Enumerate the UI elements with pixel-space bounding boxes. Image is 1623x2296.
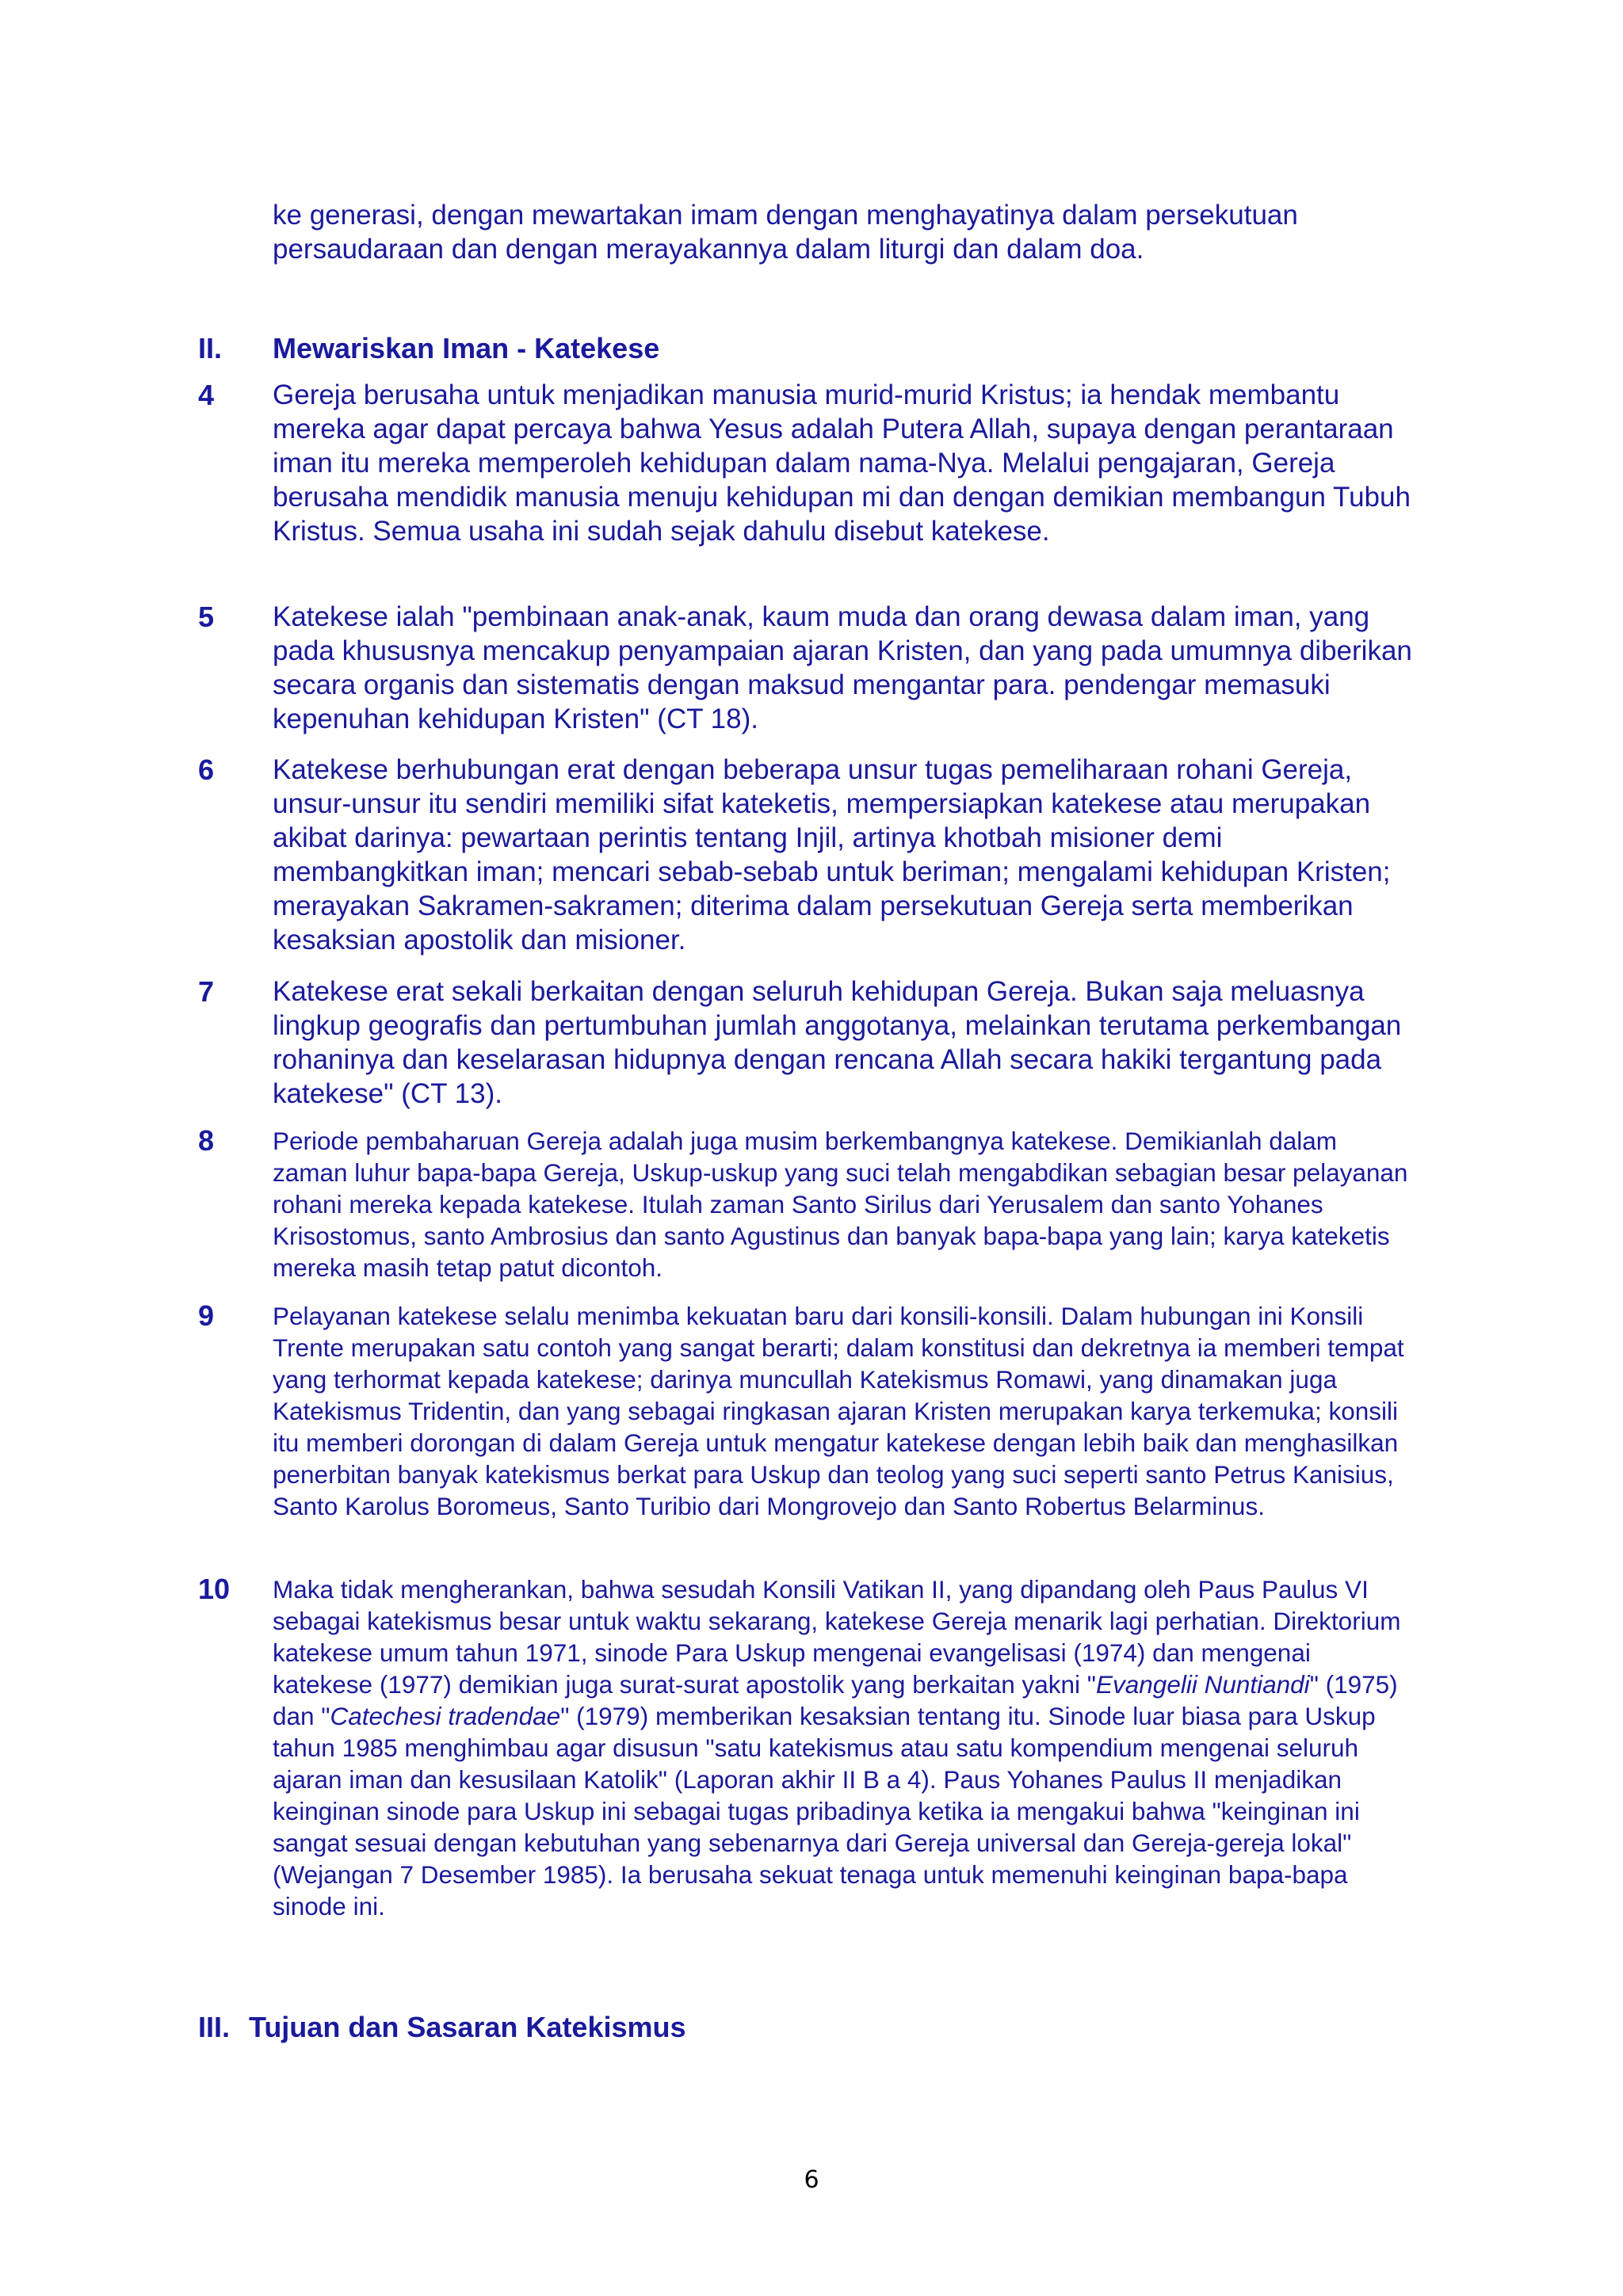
paragraph-text: Periode pembaharuan Gereja adalah juga musim berkembangnya katekese. Demikianlah dalam zaman luhur bapa-bapa Gereja, Uskup-uskup yang suci telah mengabdikan sebagian besar pelayanan rohani mereka kepada katekese. Itulah zaman Santo Sirilus dari Yerusalem dan santo Yohanes Krisostomus, santo Ambrosius dan santo Agustinus dan banyak bapa-bapa yang lain; karya kateketis mereka masih tetap patut dicontoh.: [273, 1127, 1408, 1282]
text-segment: " (1975) dan ": [273, 1670, 1398, 1730]
section-heading-3: [198, 2010, 686, 2045]
document-title-italic: Catechesi tradendae: [330, 1702, 561, 1730]
paragraph-number: 5: [198, 601, 215, 633]
section-heading-2: [198, 331, 659, 366]
paragraph-number: 9: [198, 1299, 215, 1332]
paragraph-number: 8: [198, 1124, 215, 1157]
paragraph-text: Katekese berhubungan erat dengan beberapa unsur tugas pemeliharaan rohani Gereja, unsur-unsur itu sendiri memiliki sifat kateketis, mempersiapkan katekese atau merupakan akibat darinya: pewartaan perintis tentang Injil, artinya khotbah misioner demi membangkitkan iman; mencari sebab-sebab untuk beriman; mengalami kehidupan Kristen; merayakan Sakramen-sakramen; diterima dalam persekutuan Gereja serta memberikan kesaksian apostolik dan misioner.: [273, 754, 1391, 955]
paragraph-text: [273, 1573, 1414, 1922]
paragraph-text: Katekese erat sekali berkaitan dengan seluruh kehidupan Gereja. Bukan saja meluasnya lingkup geografis dan pertumbuhan jumlah anggotanya, melainkan terutama perkembangan rohaninya dan keselarasan hidupnya dengan rencana Allah secara hakiki tergantung pada katekese" (CT 13).: [273, 976, 1402, 1109]
section-number: III.: [198, 2011, 231, 2043]
section-title: Tujuan dan Sasaran Katekismus: [249, 2011, 686, 2043]
section-number: II.: [198, 332, 223, 364]
document-title-italic: Evangelii Nuntiandi: [1096, 1670, 1310, 1699]
paragraph-number: 6: [198, 753, 215, 786]
intro-line-1: ke generasi, dengan mewartakan imam dengan menghayatinya dalam persekutuan: [273, 200, 1298, 231]
paragraph-text: Gereja berusaha untuk menjadikan manusia murid-murid Kristus; ia hendak membantu mereka agar dapat percaya bahwa Yesus adalah Putera Allah, supaya dengan perantaraan iman itu mereka memperoleh kehidupan dalam nama-Nya. Melalui pengajaran, Gereja berusaha mendidik manusia menuju kehidupan mi dan dengan demikian membangun Tubuh Kristus. Semua usaha ini sudah sejak dahulu disebut katekese.: [273, 379, 1411, 547]
text-segment: Maka tidak mengherankan, bahwa sesudah Konsili Vatikan II, yang dipandang oleh Paus Paulus VI sebagai katekismus besar untuk waktu sekarang, katekese Gereja menarik lagi perhatian. Direktorium katekese umum tahun 1971, sinode Para Uskup mengenai evangelisasi (1974) dan mengenai katekese (1977) demikian juga surat-surat apostolik yang berkaitan yakni ": [273, 1575, 1401, 1699]
text-segment: " (1979) memberikan kesaksian tentang itu. Sinode luar biasa para Uskup tahun 1985 menghimbau agar disusun "satu katekismus atau satu kompendium mengenai seluruh ajaran iman dan kesusilaan Katolik" (Laporan akhir II B a 4). Paus Yohanes Paulus II menjadikan keinginan sinode para Uskup ini sebagai tugas pribadinya ketika ia mengakui bahwa "keinginan ini sangat sesuai dengan kebutuhan yang sebenarnya dari Gereja universal dan Gereja-gereja lokal" (Wejangan 7 Desember 1985). Ia berusaha sekuat tenaga untuk memenuhi keinginan bapa-bapa sinode ini.: [273, 1702, 1376, 1920]
paragraph-number: 7: [198, 975, 215, 1008]
intro-continuation: [273, 198, 1414, 266]
section-title: Mewariskan Iman - Katekese: [273, 332, 660, 364]
paragraph-text: Pelayanan katekese selalu menimba kekuatan baru dari konsili-konsili. Dalam hubungan ini Konsili Trente merupakan satu contoh yang sangat berarti; dalam konstitusi dan dekretnya ia memberi tempat yang terhormat kepada katekese; darinya muncullah Katekismus Romawi, yang dinamakan juga Katekismus Tridentin, dan yang sebagai ringkasan ajaran Kristen merupakan karya terkemuka; konsili itu memberi dorongan di dalam Gereja untuk mengatur katekese dengan lebih baik dan menghasilkan penerbitan banyak katekismus berkat para Uskup dan teolog yang suci seperti santo Petrus Kanisius, Santo Karolus Boromeus, Santo Turibio dari Mongrovejo dan Santo Robertus Belarminus.: [273, 1302, 1404, 1520]
paragraph-text: Katekese ialah "pembinaan anak-anak, kaum muda dan orang dewasa dalam iman, yang pada khususnya mencakup penyampaian ajaran Kristen, dan yang pada umumnya diberikan secara organis dan sistematis dengan maksud mengantar para. pendengar memasuki kepenuhan kehidupan Kristen" (CT 18).: [273, 601, 1412, 734]
intro-line-2: persaudaraan dan dengan merayakannya dalam liturgi dan dalam doa.: [273, 234, 1144, 265]
paragraph-number: 10: [198, 1573, 231, 1605]
paragraph-number: 4: [198, 379, 215, 411]
page-number: 6: [804, 2166, 819, 2194]
